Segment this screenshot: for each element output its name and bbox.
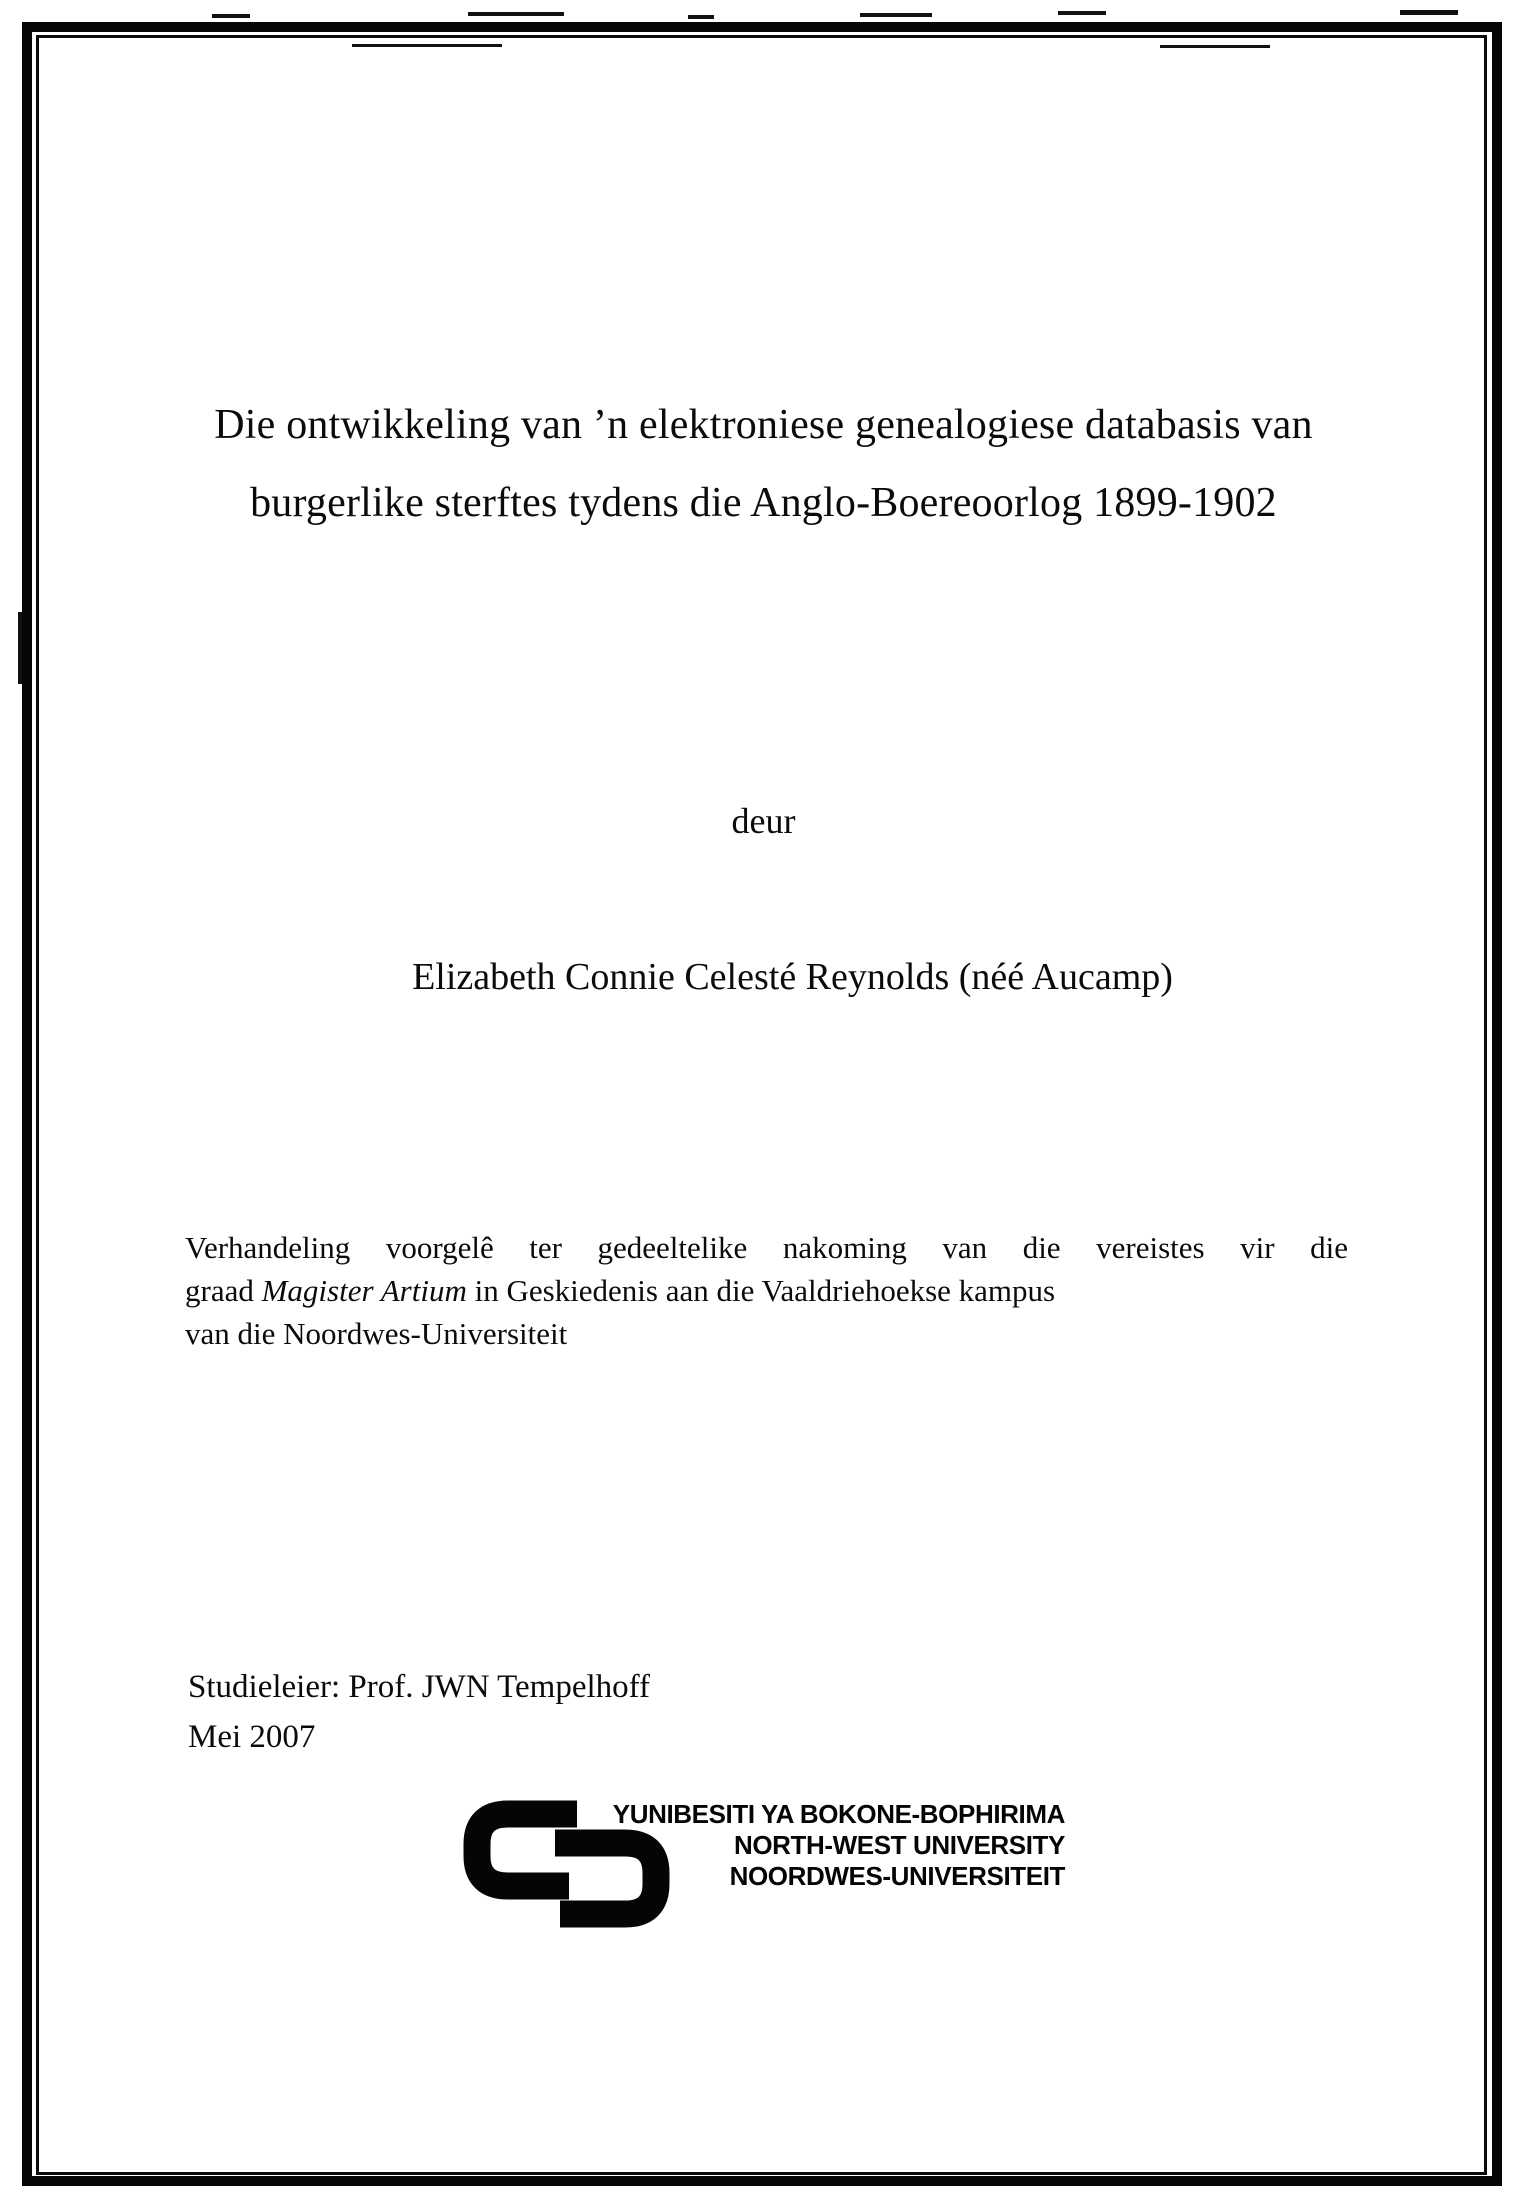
date-line: Mei 2007 bbox=[188, 1719, 316, 1755]
submission-line-2 bbox=[185, 1269, 1348, 1312]
logo-line-setswana: YUNIBESITI YA BOKONE-BOPHIRIMA bbox=[612, 1799, 1065, 1829]
author-name: Elizabeth Connie Celesté Reynolds (néé Aucamp) bbox=[412, 956, 1173, 998]
title-line-1: Die ontwikkeling van ’n elektroniese genealogiese databasis van bbox=[214, 402, 1313, 448]
submission-statement bbox=[185, 1226, 1348, 1355]
supervisor-line: Studieleier: Prof. JWN Tempelhoff bbox=[188, 1669, 651, 1705]
university-logo-text bbox=[587, 1799, 1065, 1892]
scan-artifact bbox=[212, 14, 250, 18]
supervisor-block bbox=[188, 1662, 650, 1762]
scan-artifact bbox=[688, 15, 714, 19]
scan-artifact bbox=[860, 13, 932, 17]
submission-line-1: Verhandeling voorgelê ter gedeeltelike nakoming van die vereistes vir die bbox=[185, 1230, 1348, 1265]
scan-artifact bbox=[468, 12, 564, 16]
scan-artifact bbox=[1160, 45, 1270, 48]
degree-name-italic: Magister Artium bbox=[261, 1273, 467, 1308]
scan-artifact bbox=[18, 612, 22, 684]
degree-prefix: graad bbox=[185, 1273, 262, 1308]
logo-line-afrikaans: NOORDWES-UNIVERSITEIT bbox=[729, 1861, 1065, 1891]
degree-suffix: in Geskiedenis aan die Vaaldriehoekse kampus bbox=[466, 1273, 1056, 1308]
university-logo bbox=[463, 1797, 1083, 1937]
scan-artifact bbox=[1058, 11, 1106, 15]
scan-artifact bbox=[352, 44, 502, 47]
byline-label: deur bbox=[731, 801, 796, 841]
submission-line-3: van die Noordwes-Universiteit bbox=[185, 1316, 568, 1351]
thesis-title bbox=[80, 386, 1447, 542]
logo-line-english: NORTH-WEST UNIVERSITY bbox=[733, 1830, 1065, 1860]
title-line-2: burgerlike sterftes tydens die Anglo-Boereoorlog 1899-1902 bbox=[250, 480, 1277, 526]
scan-artifact bbox=[1400, 10, 1458, 15]
